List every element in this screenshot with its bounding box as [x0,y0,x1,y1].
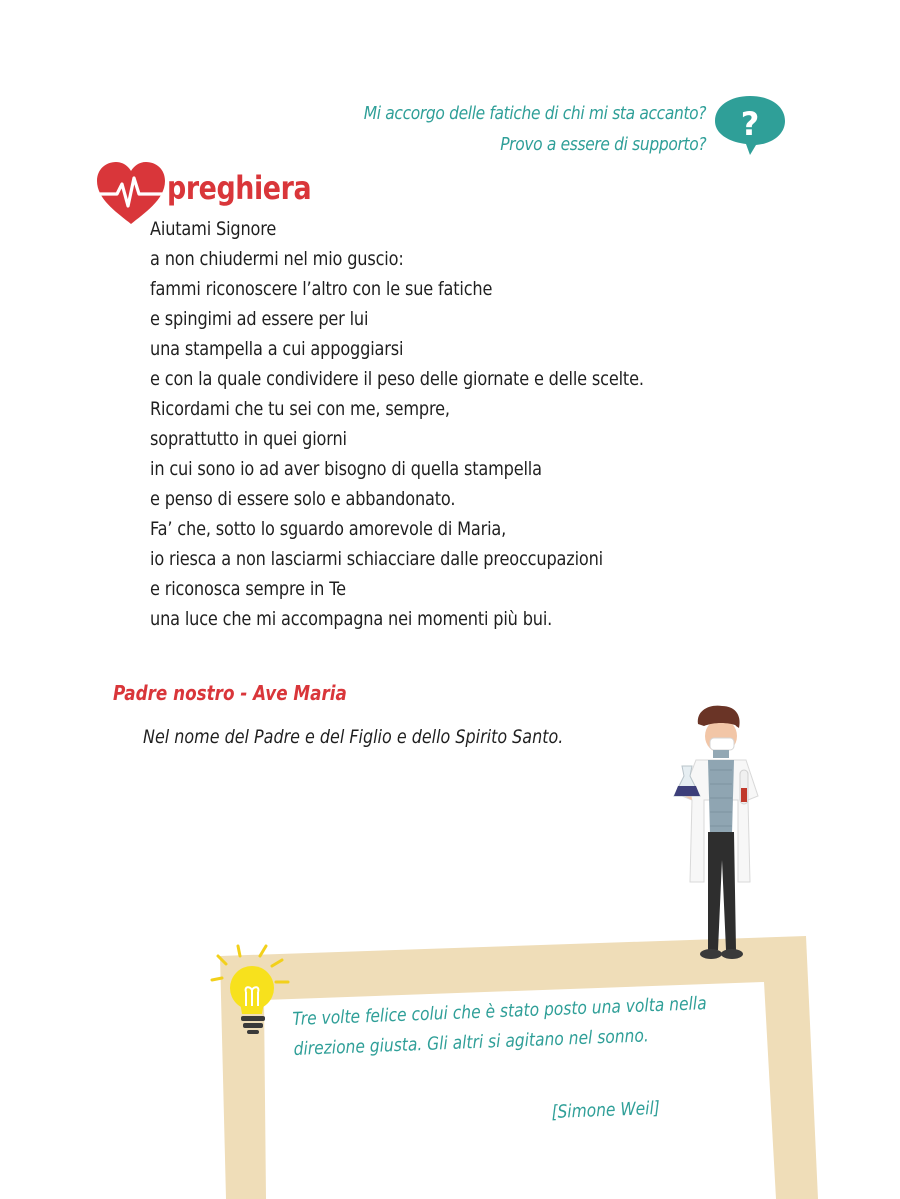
question-bubble-icon [712,94,788,156]
reflection-line: Provo a essere di supporto? [500,134,706,155]
prayer-text [150,214,644,634]
reflection-line: Mi accorgo delle fatiche di chi mi sta accanto? [363,103,706,124]
prayer-line: e con la quale condividere il peso delle giornate e delle scelte. [150,368,644,390]
prayer-title: preghiera [167,169,312,207]
prayer-line: fammi riconoscere l’altro con le sue fatiche [150,278,493,300]
reflection-question [364,98,706,160]
question-glyph: ? [740,105,760,143]
quote-author: [Simone Weil] [551,1097,661,1123]
quote-frame [218,934,818,1199]
prayer-line: in cui sono io ad aver bisogno di quella stampella [150,458,542,480]
scientist-icon [666,700,770,966]
prayer-line: una luce che mi accompagna nei momenti più bui. [150,608,553,630]
prayer-line: io riesca a non lasciarmi schiacciare dalle preoccupazioni [150,548,603,570]
prayer-line: Ricordami che tu sei con me, sempre, [150,398,450,420]
quote-line: Tre volte felice colui che è stato posto una volta nella [292,993,707,1030]
quote-line: direzione giusta. Gli altri si agitano nel sonno. [293,1025,650,1060]
closing-heading: Padre nostro - Ave Maria [113,681,347,705]
lightbulb-icon [210,944,292,1040]
prayer-line: e spingimi ad essere per lui [150,308,369,330]
prayer-line: Aiutami Signore [150,218,277,240]
closing-blessing: Nel nome del Padre e del Figlio e dello Spirito Santo. [143,726,564,748]
prayer-line: Fa’ che, sotto lo sguardo amorevole di Maria, [150,518,507,540]
prayer-line: e penso di essere solo e abbandonato. [150,488,456,510]
prayer-line: soprattutto in quei giorni [150,428,347,450]
prayer-line: una stampella a cui appoggiarsi [150,338,404,360]
prayer-line: a non chiudermi nel mio guscio: [150,248,404,270]
prayer-line: e riconosca sempre in Te [150,578,346,600]
